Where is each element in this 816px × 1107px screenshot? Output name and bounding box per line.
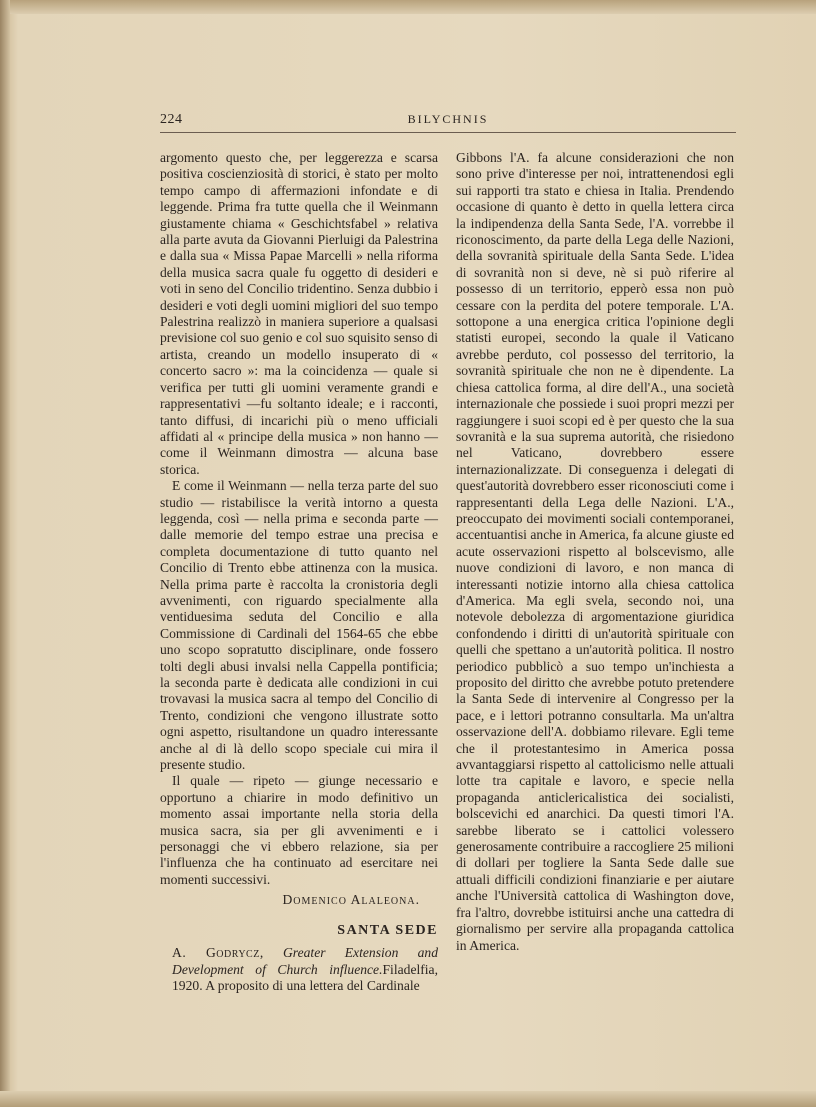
page-bottom-edge (0, 1091, 816, 1107)
bib-place-date: Filadelfia, 1920. (172, 961, 438, 993)
bib-continuation: A proposito di una lettera del Cardinale (205, 977, 420, 993)
page-spine-edge (0, 0, 10, 1107)
paragraph: Gibbons l'A. fa alcune considerazioni che non sono prive d'interesse per noi, intrattenendosi egli sui rapporti tra stato e chiesa in Italia. Prendendo occasione di quanto è detto in quella lettera circa la indipendenza della Santa Sede, l'A. vorrebbe il riconoscimento, da parte della Lega delle Nazioni, della sovranità spirituale della Santa Sede. L'idea di sovranità non si deve, nè si può riferire al possesso di un territorio, epperò essa non può cessare con la perdita del potere temporale. L'A. sottopone a una energica critica l'opinione degli statisti europei, secondo la quale il Vaticano avrebbe perduto, col possesso del territorio, la sovranità spirituale che non ne è dipendente. La chiesa cattolica forma, al dire dell'A., una società internazionale che possiede i suoi propri mezzi per raggiungere i suoi scopi ed è per questo che la sua sovranità e la sua suprema autorità, che risiedono nel Vaticano, dovrebbero essere internazionalizzate. Di conseguenza i delegati di quest'autorità dovrebbero esser riconosciuti come i rappresentanti della Lega delle Nazioni. L'A., preoccupato dei movimenti sociali contemporanei, accentuantisi anche in America, fa alcune giuste ed acute osservazioni rispetto al bolscevismo, alle nuove condizioni di lavoro, e non manca di interessanti notizie intorno alla chiesa cattolica d'America. Ma egli svela, secondo noi, una notevole debolezza di argomentazione giuridica confondendo i diritti di un'autorità spirituale con quelli che spettano a un'autorità politica. Il nostro periodico pubblicò a suo tempo un'inchiesta a proposito del diritto che avrebbe potuto pretendere la Santa Sede di intervenire al Congresso per la pace, e i lettori potranno consultarla. Ma un'altra osservazione dell'A. dobbiamo rilevare. Egli teme che il protestantesimo in America possa avvantaggiarsi rispetto al cattolicismo nelle attuali lotte tra capitale e lavoro, e specie nella propaganda anticlericalistica dei socialisti, bolscevichi ed anarchici. Da questi timori l'A. sarebbe liberato se i cattolici volessero generosamente contribuire a raccogliere 25 milioni di dollari per togliere la Santa Sede dalle sue attuali difficili condizioni finanziarie e per aiutare anche l'Università cattolica di Washington dove, fra l'altro, dovrebbe istituirsi anche una cattedra di giornalismo per servire alla propaganda cattolica in America. (456, 150, 734, 953)
paragraph: E come il Weinmann — nella terza parte del suo studio — ristabilisce la verità intorno a questa leggenda, così — nella prima e seconda parte — dalle memorie del tempo estrae una precisa e completa documentazione di tutto quanto nel Concilio di Trento ebbe attinenza con la musica. Nella prima parte è raccolta la cronistoria degli avvenimenti, con riguardo specialmente alla ventiduesima seduta del Concilio e alla Commissione di Cardinali del 1564-65 che ebbe uno scopo sopratutto disciplinare, onde fossero tolti degli abusi invalsi nella Cappella pontificia; la seconda parte è dedicata alle condizioni in cui trovavasi la musica sacra al tempo del Concilio di Trento, condizioni che vengono illustrate sotto ogni aspetto, risultandone un quadro interessante anche al di là dello scopo speciale cui mira il presente studio. (160, 478, 438, 773)
bibliography-entry (160, 945, 438, 994)
paragraph: argomento questo che, per leggerezza e scarsa positiva coscienziosità di storici, è stato per molto tempo campo di affermazioni infondate e di leggende. Prima fra tutte quella che il Weinmann giustamente chiama « Geschichtsfabel » relativa alla parte avuta da Giovanni Pierluigi da Palestrina e dalla sua « Missa Papae Marcelli » nella riforma della musica sacra quale fu oggetto di desideri e voti in seno del Concilio tridentino. Senza dubbio i desideri e voti degli uomini migliori del suo tempo Palestrina realizzò in maniera superiore a qualsasi previsione col suo genio e col suo squisito senso di artista, creando un modello insuperato di « concerto sacro »: ma la coincidenza — quale si verifica per tutti gli uomini veramente grandi e rappresentativi —fu soltanto ideale; e i racconti, tanto diffusi, di incarichi più o meno ufficiali affidati al « principe della musica » non hanno — come il Weinmann dimostra — alcuna base storica. (160, 150, 438, 477)
left-column (160, 150, 438, 994)
running-header (160, 112, 736, 132)
bib-author: A. Godrycz, (172, 945, 264, 961)
bib-title: Greater Extension and Development of Church influence. (172, 945, 438, 977)
right-column (456, 150, 734, 954)
running-title: BILYCHNIS (407, 112, 489, 126)
page-top-edge (0, 0, 816, 14)
page-number: 224 (160, 112, 183, 127)
section-heading: SANTA SEDE (337, 922, 438, 938)
paragraph: Il quale — ripeto — giunge necessario e opportuno a chiarire in modo definitivo un momento assai importante nella storia della musica sacra, sia per gli avvenimenti e i personaggi che vi ebbero relazione, sia per l'influenza che ha continuato ad esercitare nei momenti successivi. (160, 773, 438, 887)
header-rule (160, 132, 736, 133)
author-signature: Domenico Alaleona. (282, 892, 420, 908)
